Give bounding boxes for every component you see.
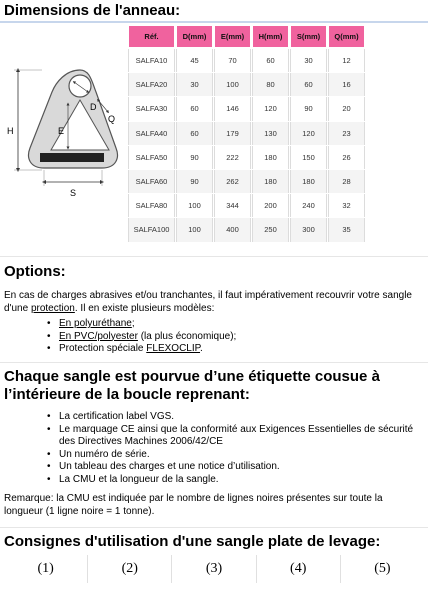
- label-h: H: [7, 126, 14, 136]
- table-row: [128, 194, 365, 217]
- cell-e: 262: [214, 170, 251, 193]
- table-row: [128, 97, 365, 120]
- dimensions-heading: Dimensions de l'anneau:: [4, 2, 181, 19]
- table-row: [128, 73, 365, 96]
- cell-h: 130: [252, 122, 289, 145]
- options-list: [0, 318, 236, 356]
- list-item: • Un numéro de série.: [59, 449, 428, 462]
- cell-q: 20: [328, 97, 365, 120]
- section-divider: [0, 256, 428, 257]
- dimensions-table: [127, 24, 366, 243]
- list-item-suffix: .: [200, 343, 203, 354]
- label-list: [0, 411, 428, 486]
- options-intro: [4, 290, 422, 315]
- cell-e: 70: [214, 49, 251, 72]
- cell-s: 150: [290, 146, 327, 169]
- cell-ref: SALFA20: [128, 73, 175, 96]
- section-divider: [0, 527, 428, 528]
- label-q: Q: [108, 114, 116, 124]
- options-intro-text: En cas de charges abrasives et/ou tranchantes, il faut impérativement recouvrir votre sangle d'une: [4, 290, 412, 314]
- cell-q: 12: [328, 49, 365, 72]
- cell-s: 180: [290, 170, 327, 193]
- cell-q: 26: [328, 146, 365, 169]
- cell-d: 30: [176, 73, 213, 96]
- table-row: [128, 218, 365, 241]
- cell-h: 250: [252, 218, 289, 241]
- col-e: E(mm): [214, 25, 251, 48]
- list-item: [59, 331, 236, 344]
- remark-text: Remarque: la CMU est indiquée par le nombre de lignes noires présentes sur toute la longueur (1 ligne noire = 1 tonne).: [4, 493, 383, 517]
- list-item: [59, 318, 236, 331]
- heading-underline: [0, 21, 428, 23]
- cell-ref: SALFA80: [128, 194, 175, 217]
- protection-link[interactable]: protection: [30, 302, 75, 314]
- table-row: [128, 146, 365, 169]
- label-d: D: [90, 102, 97, 112]
- list-item: • Le marquage CE ainsi que la conformité aux Exigences Essentielles de sécurité des Directives Machines 2006/42/CE: [59, 424, 428, 449]
- col-ref: Réf.: [128, 25, 175, 48]
- cell-h: 180: [252, 146, 289, 169]
- label-e: E: [58, 126, 65, 136]
- step-2: (2): [87, 555, 171, 583]
- cell-d: 45: [176, 49, 213, 72]
- cell-ref: SALFA50: [128, 146, 175, 169]
- table-header-row: [128, 25, 365, 48]
- options-heading: Options:: [4, 263, 66, 280]
- cell-ref: SALFA30: [128, 97, 175, 120]
- usage-heading: Consignes d'utilisation d'une sangle plate de levage:: [4, 533, 381, 550]
- usage-steps: [4, 555, 424, 583]
- cell-h: 200: [252, 194, 289, 217]
- options-intro-text-end: . Il en existe plusieurs modèles:: [74, 302, 215, 314]
- cell-e: 344: [214, 194, 251, 217]
- list-item-prefix: Protection spéciale: [59, 343, 147, 354]
- list-item: • La CMU et la longueur de la sangle.: [59, 474, 428, 487]
- pvc-polyester-link[interactable]: En PVC/polyester: [59, 330, 138, 342]
- step-4: (4): [256, 555, 340, 583]
- cell-e: 146: [214, 97, 251, 120]
- cell-ref: SALFA60: [128, 170, 175, 193]
- cell-e: 179: [214, 122, 251, 145]
- cell-e: 400: [214, 218, 251, 241]
- ring-dimension-diagram: [2, 30, 124, 252]
- cell-e: 222: [214, 146, 251, 169]
- cell-q: 16: [328, 73, 365, 96]
- list-item-suffix: (la plus économique);: [137, 330, 237, 342]
- cell-h: 60: [252, 49, 289, 72]
- cell-s: 240: [290, 194, 327, 217]
- cell-ref: SALFA40: [128, 122, 175, 145]
- cell-s: 90: [290, 97, 327, 120]
- polyurethane-link[interactable]: En polyuréthane: [59, 318, 132, 329]
- table-row: [128, 170, 365, 193]
- cell-q: 28: [328, 170, 365, 193]
- step-3: (3): [171, 555, 255, 583]
- label-s: S: [70, 188, 77, 198]
- cell-d: 60: [176, 122, 213, 145]
- cell-d: 100: [176, 218, 213, 241]
- step-1: (1): [37, 561, 54, 576]
- cell-s: 30: [290, 49, 327, 72]
- list-item-suffix: ;: [131, 318, 135, 329]
- cell-q: 32: [328, 194, 365, 217]
- step-5: (5): [340, 555, 424, 583]
- list-item: • Un tableau des charges et une notice d’utilisation.: [59, 461, 428, 474]
- cell-h: 80: [252, 73, 289, 96]
- table-row: [128, 49, 365, 72]
- list-item: • La certification label VGS.: [59, 411, 428, 424]
- label-heading: Chaque sangle est pourvue d’une étiquette cousue à l’intérieure de la boucle reprenant:: [4, 368, 380, 403]
- col-d: D(mm): [176, 25, 213, 48]
- cell-h: 180: [252, 170, 289, 193]
- cell-ref: SALFA100: [128, 218, 175, 241]
- cell-q: 23: [328, 122, 365, 145]
- cell-ref: SALFA10: [128, 49, 175, 72]
- cell-h: 120: [252, 97, 289, 120]
- cell-d: 100: [176, 194, 213, 217]
- cell-s: 60: [290, 73, 327, 96]
- table-row: [128, 122, 365, 145]
- cell-d: 90: [176, 170, 213, 193]
- col-s: S(mm): [290, 25, 327, 48]
- cell-e: 100: [214, 73, 251, 96]
- col-q: Q(mm): [328, 25, 365, 48]
- cell-q: 35: [328, 218, 365, 241]
- list-item: [59, 343, 236, 356]
- cell-s: 300: [290, 218, 327, 241]
- flexoclip-link[interactable]: FLEXOCLIP: [146, 343, 201, 354]
- cell-s: 120: [290, 122, 327, 145]
- cell-d: 90: [176, 146, 213, 169]
- col-h: H(mm): [252, 25, 289, 48]
- section-divider: [0, 362, 428, 363]
- cell-d: 60: [176, 97, 213, 120]
